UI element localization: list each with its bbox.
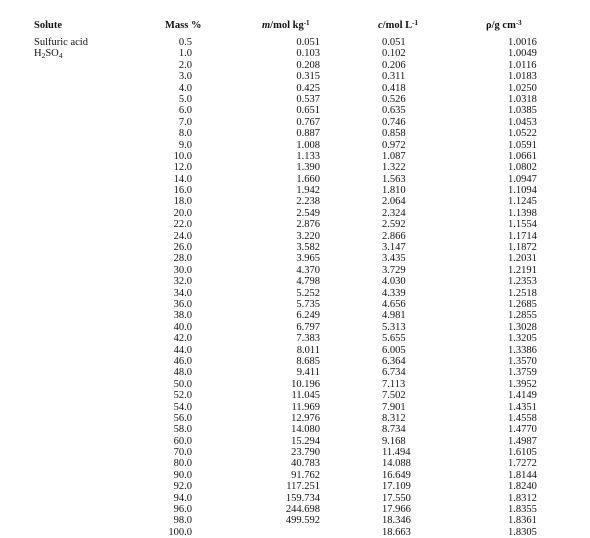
cell-molality: 159.734 — [285, 492, 320, 504]
cell-density: 1.1872 — [508, 242, 537, 254]
cell-density: 1.0250 — [508, 82, 537, 94]
cell-molarity: 0.746 — [382, 116, 406, 128]
cell-molarity: 5.313 — [382, 321, 406, 333]
cell-molarity: 0.526 — [382, 93, 406, 105]
table-row — [0, 322, 590, 333]
cell-density: 1.8240 — [508, 481, 537, 493]
cell-molality: 8.685 — [296, 355, 320, 367]
cell-molality: 0.315 — [296, 71, 320, 83]
cell-mass-percent: 32.0 — [173, 276, 192, 288]
table-row — [0, 128, 590, 139]
cell-density: 1.0385 — [508, 105, 537, 117]
cell-molarity: 2.064 — [382, 196, 406, 208]
cell-density: 1.3028 — [508, 321, 537, 333]
cell-mass-percent: 12.0 — [173, 162, 192, 174]
cell-molality: 0.208 — [296, 59, 320, 71]
table-row — [0, 288, 590, 299]
cell-molality: 1.133 — [296, 150, 320, 162]
cell-mass-percent: 28.0 — [173, 253, 192, 265]
formula-h-subscript: 2 — [41, 51, 46, 61]
cell-molarity: 3.147 — [382, 242, 406, 254]
cell-molarity: 0.311 — [382, 71, 406, 83]
header-molarity — [378, 20, 418, 32]
table-row — [0, 379, 590, 390]
cell-molarity: 8.312 — [382, 412, 406, 424]
cell-mass-percent: 48.0 — [173, 367, 192, 379]
formula-h: H — [34, 48, 42, 60]
cell-density: 1.0049 — [508, 48, 537, 60]
cell-molarity: 0.102 — [382, 48, 406, 60]
table-row — [0, 140, 590, 151]
cell-molarity: 7.502 — [382, 390, 406, 402]
formula-so: SO — [45, 48, 59, 60]
cell-mass-percent: 98.0 — [173, 515, 192, 527]
cell-density: 1.1094 — [508, 185, 537, 197]
cell-mass-percent: 3.0 — [178, 71, 192, 83]
cell-density: 1.1554 — [508, 219, 537, 231]
header-density — [486, 20, 522, 32]
cell-molality: 6.249 — [296, 310, 320, 322]
cell-molarity: 17.109 — [382, 481, 411, 493]
cell-molality: 8.011 — [296, 344, 320, 356]
cell-mass-percent: 40.0 — [173, 321, 192, 333]
table-row — [0, 253, 590, 264]
cell-density: 1.0183 — [508, 71, 537, 83]
cell-mass-percent: 92.0 — [173, 481, 192, 493]
cell-density: 1.1398 — [508, 207, 537, 219]
cell-molality: 1.942 — [296, 185, 320, 197]
table-row — [0, 48, 590, 59]
header-molarity-unit: /mol L — [382, 20, 413, 31]
table-row — [0, 390, 590, 401]
cell-molality: 0.051 — [296, 37, 320, 48]
cell-mass-percent: 94.0 — [173, 492, 192, 504]
cell-density: 1.2353 — [508, 276, 537, 288]
cell-molality: 9.411 — [296, 367, 320, 379]
header-density-symbol: ρ — [486, 20, 492, 31]
cell-density: 1.4987 — [508, 435, 537, 447]
cell-density: 1.4351 — [508, 401, 537, 413]
cell-mass-percent: 16.0 — [173, 185, 192, 197]
table-row — [0, 242, 590, 253]
cell-molality: 0.767 — [296, 116, 320, 128]
cell-mass-percent: 96.0 — [173, 504, 192, 516]
cell-molarity: 7.901 — [382, 401, 406, 413]
cell-mass-percent: 24.0 — [173, 230, 192, 242]
cell-mass-percent: 34.0 — [173, 287, 192, 299]
cell-density: 1.3570 — [508, 355, 537, 367]
cell-molarity: 18.663 — [382, 526, 411, 538]
table-row — [0, 265, 590, 276]
cell-molarity: 2.866 — [382, 230, 406, 242]
cell-mass-percent: 46.0 — [173, 355, 192, 367]
table-row — [0, 231, 590, 242]
cell-molarity: 11.494 — [382, 447, 411, 459]
cell-molarity: 0.972 — [382, 139, 406, 151]
table-row — [0, 470, 590, 481]
cell-molarity: 4.339 — [382, 287, 406, 299]
cell-molality: 11.045 — [291, 390, 320, 402]
cell-molality: 0.537 — [296, 93, 320, 105]
table-row — [0, 424, 590, 435]
table-row — [0, 356, 590, 367]
cell-density: 1.0661 — [508, 150, 537, 162]
cell-mass-percent: 38.0 — [173, 310, 192, 322]
cell-density: 1.3205 — [508, 333, 537, 345]
cell-molality: 6.797 — [296, 321, 320, 333]
cell-mass-percent: 0.5 — [178, 37, 192, 48]
cell-molality: 3.965 — [296, 253, 320, 265]
cell-mass-percent: 52.0 — [173, 390, 192, 402]
header-molality — [262, 20, 310, 32]
cell-molality: 2.549 — [296, 207, 320, 219]
table-row — [0, 333, 590, 344]
cell-molarity: 3.435 — [382, 253, 406, 265]
cell-mass-percent: 18.0 — [173, 196, 192, 208]
cell-mass-percent: 70.0 — [173, 447, 192, 459]
cell-density: 1.4770 — [508, 424, 537, 436]
cell-density: 1.1714 — [508, 230, 537, 242]
cell-molarity: 14.088 — [382, 458, 411, 470]
table-row — [0, 402, 590, 413]
header-solute: Solute — [34, 20, 63, 31]
cell-density: 1.2191 — [508, 264, 537, 276]
table-row — [0, 515, 590, 526]
cell-molarity: 1.563 — [382, 173, 406, 185]
table-row — [0, 493, 590, 504]
cell-molality: 11.969 — [291, 401, 320, 413]
cell-mass-percent: 30.0 — [173, 264, 192, 276]
table-row — [0, 105, 590, 116]
cell-mass-percent: 20.0 — [173, 207, 192, 219]
cell-density: 1.8312 — [508, 492, 537, 504]
cell-molarity: 3.729 — [382, 264, 406, 276]
table-row — [0, 527, 590, 538]
cell-molarity: 0.635 — [382, 105, 406, 117]
cell-mass-percent: 58.0 — [173, 424, 192, 436]
cell-density: 1.7272 — [508, 458, 537, 470]
header-molarity-exponent: -1 — [412, 19, 418, 27]
formula-so-subscript: 4 — [58, 51, 63, 61]
cell-molality: 91.762 — [291, 469, 320, 481]
cell-mass-percent: 22.0 — [173, 219, 192, 231]
cell-molarity: 2.324 — [382, 207, 406, 219]
cell-molarity: 2.592 — [382, 219, 406, 231]
table-body — [0, 37, 590, 538]
cell-density: 1.0318 — [508, 93, 537, 105]
cell-molality: 23.790 — [291, 447, 320, 459]
cell-molality: 12.976 — [291, 412, 320, 424]
cell-mass-percent: 4.0 — [178, 82, 192, 94]
cell-molality: 3.220 — [296, 230, 320, 242]
cell-molality: 499.592 — [285, 515, 320, 527]
cell-molality: 14.080 — [291, 424, 320, 436]
cell-density: 1.0947 — [508, 173, 537, 185]
table-row — [0, 185, 590, 196]
table-row — [0, 37, 590, 48]
table-row — [0, 219, 590, 230]
cell-molality: 10.196 — [291, 378, 320, 390]
header-molality-unit: /mol kg — [270, 20, 304, 31]
cell-mass-percent: 54.0 — [173, 401, 192, 413]
table-row — [0, 94, 590, 105]
cell-molarity: 17.966 — [382, 504, 411, 516]
cell-molality: 2.876 — [296, 219, 320, 231]
cell-molarity: 6.734 — [382, 367, 406, 379]
table-row — [0, 504, 590, 515]
cell-molality: 0.103 — [296, 48, 320, 60]
table-row — [0, 458, 590, 469]
cell-mass-percent: 1.0 — [178, 48, 192, 60]
table-row — [0, 208, 590, 219]
table-row — [0, 174, 590, 185]
cell-mass-percent: 8.0 — [178, 128, 192, 140]
cell-mass-percent: 80.0 — [173, 458, 192, 470]
cell-molarity: 1.810 — [382, 185, 406, 197]
table-row — [0, 276, 590, 287]
cell-mass-percent: 90.0 — [173, 469, 192, 481]
cell-density: 1.8305 — [508, 526, 537, 538]
table-row — [0, 151, 590, 162]
cell-molarity: 4.656 — [382, 298, 406, 310]
table-row — [0, 196, 590, 207]
cell-molarity: 0.051 — [382, 37, 406, 48]
cell-molarity: 4.030 — [382, 276, 406, 288]
cell-molarity: 18.346 — [382, 515, 411, 527]
header-molarity-symbol: c — [378, 20, 383, 31]
cell-density: 1.3386 — [508, 344, 537, 356]
cell-molality: 4.798 — [296, 276, 320, 288]
cell-mass-percent: 56.0 — [173, 412, 192, 424]
cell-molality: 117.251 — [286, 481, 320, 493]
header-density-exponent: -3 — [515, 19, 522, 27]
table-row — [0, 162, 590, 173]
table-row — [0, 117, 590, 128]
cell-mass-percent: 60.0 — [173, 435, 192, 447]
cell-density: 1.0802 — [508, 162, 537, 174]
cell-density: 1.8361 — [508, 515, 537, 527]
table-row — [0, 310, 590, 321]
table-row — [0, 71, 590, 82]
cell-molality: 5.735 — [296, 298, 320, 310]
cell-molarity: 4.981 — [382, 310, 406, 322]
cell-molality: 0.651 — [296, 105, 320, 117]
cell-molality: 1.660 — [296, 173, 320, 185]
cell-density: 1.2518 — [508, 287, 537, 299]
table-row — [0, 345, 590, 356]
cell-molality: 244.698 — [285, 504, 320, 516]
cell-molarity: 0.858 — [382, 128, 406, 140]
table-row — [0, 299, 590, 310]
header-mass-percent: Mass % — [165, 20, 202, 31]
cell-molality: 2.238 — [296, 196, 320, 208]
cell-mass-percent: 42.0 — [173, 333, 192, 345]
cell-density: 1.2685 — [508, 298, 537, 310]
cell-density: 1.0522 — [508, 128, 537, 140]
cell-density: 1.8144 — [508, 469, 537, 481]
cell-molarity: 6.005 — [382, 344, 406, 356]
cell-molality: 3.582 — [296, 242, 320, 254]
cell-mass-percent: 10.0 — [173, 150, 192, 162]
cell-molarity: 8.734 — [382, 424, 406, 436]
table-row — [0, 83, 590, 94]
cell-molarity: 9.168 — [382, 435, 406, 447]
cell-molarity: 16.649 — [382, 469, 411, 481]
cell-density: 1.4149 — [508, 390, 537, 402]
header-density-unit: /g cm — [491, 20, 516, 31]
cell-mass-percent: 26.0 — [173, 242, 192, 254]
cell-mass-percent: 44.0 — [173, 344, 192, 356]
cell-molality: 0.887 — [296, 128, 320, 140]
cell-molarity: 6.364 — [382, 355, 406, 367]
cell-density: 1.0591 — [508, 139, 537, 151]
table-row — [0, 481, 590, 492]
table-row — [0, 447, 590, 458]
cell-mass-percent: 50.0 — [173, 378, 192, 390]
header-molality-symbol: m — [262, 20, 271, 31]
table-row — [0, 367, 590, 378]
cell-density: 1.2031 — [508, 253, 537, 265]
cell-molarity: 1.087 — [382, 150, 406, 162]
cell-mass-percent: 14.0 — [173, 173, 192, 185]
header-molality-exponent: -1 — [303, 19, 310, 27]
cell-density: 1.3759 — [508, 367, 537, 379]
cell-density: 1.4558 — [508, 412, 537, 424]
cell-mass-percent: 9.0 — [178, 139, 192, 151]
cell-molarity: 5.655 — [382, 333, 406, 345]
cell-density: 1.8355 — [508, 504, 537, 516]
cell-density: 1.0116 — [508, 59, 537, 71]
cell-molality: 7.383 — [296, 333, 320, 345]
cell-mass-percent: 7.0 — [178, 116, 192, 128]
table-row — [0, 436, 590, 447]
solute-name: Sulfuric acid — [34, 37, 88, 48]
cell-density: 1.6105 — [508, 447, 537, 459]
cell-molarity: 0.418 — [382, 82, 406, 94]
cell-molality: 5.252 — [296, 287, 320, 299]
cell-molality: 40.783 — [291, 458, 320, 470]
cell-molarity: 0.206 — [382, 59, 406, 71]
cell-mass-percent: 6.0 — [178, 105, 192, 117]
table-row — [0, 60, 590, 71]
table-row — [0, 413, 590, 424]
cell-density: 1.3952 — [508, 378, 537, 390]
cell-molality: 1.390 — [296, 162, 320, 174]
cell-density: 1.0016 — [508, 37, 537, 48]
cell-molality: 0.425 — [296, 82, 320, 94]
cell-mass-percent: 2.0 — [178, 59, 192, 71]
cell-density: 1.1245 — [508, 196, 537, 208]
cell-molality: 4.370 — [296, 264, 320, 276]
cell-mass-percent: 5.0 — [178, 93, 192, 105]
cell-mass-percent: 36.0 — [173, 298, 192, 310]
cell-molarity: 1.322 — [382, 162, 406, 174]
cell-density: 1.0453 — [508, 116, 537, 128]
cell-molality: 15.294 — [291, 435, 320, 447]
cell-molarity: 17.550 — [382, 492, 411, 504]
cell-molarity: 7.113 — [382, 378, 406, 390]
cell-mass-percent: 100.0 — [168, 526, 192, 538]
cell-molality: 1.008 — [296, 139, 320, 151]
cell-density: 1.2855 — [508, 310, 537, 322]
